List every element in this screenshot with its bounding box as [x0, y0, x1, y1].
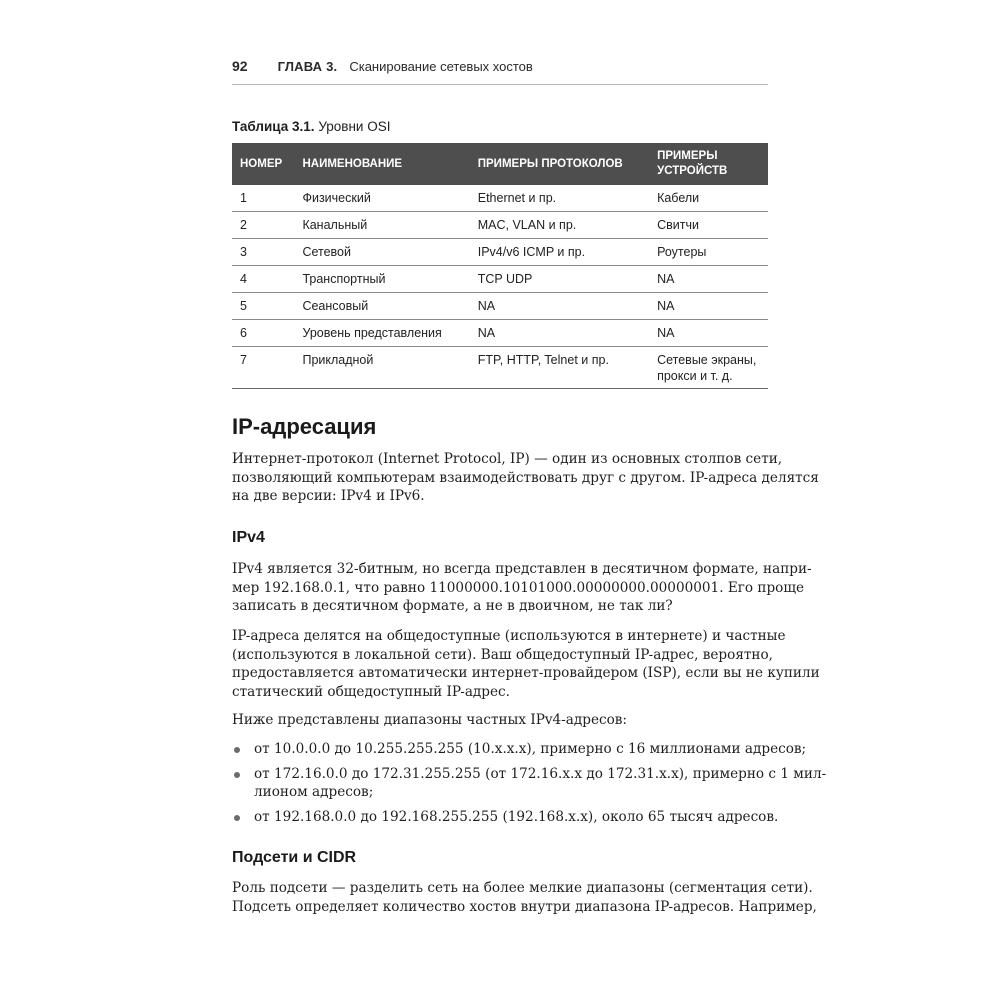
table-row	[232, 347, 768, 389]
table-cell: Сетевые экраны, прокси и т. д.	[649, 347, 768, 389]
text-line: Подсеть определяет количество хостов внутри диапазона IP-адресов. Например,	[232, 898, 817, 915]
column-header: НАИМЕНОВАНИЕ	[294, 143, 469, 185]
ipv4-paragraph-2	[232, 627, 820, 701]
table-cell: Свитчи	[649, 212, 768, 239]
column-header: ПРИМЕРЫ ПРОТОКОЛОВ	[470, 143, 649, 185]
table-cell: NA	[649, 266, 768, 293]
text-line: позволяющий компьютерам взаимодействовать друг с другом. IP-адреса делятся	[232, 469, 819, 486]
table-cell: Физический	[294, 185, 469, 212]
table-cell: Уровень представления	[294, 320, 469, 347]
table-cell: 5	[232, 293, 294, 320]
bullet-icon	[234, 815, 240, 821]
table-cell: 1	[232, 185, 294, 212]
table-cell: Роутеры	[649, 239, 768, 266]
text-line: лионом адресов;	[254, 784, 374, 800]
text-line: мер 192.168.0.1, что равно 11000000.10101000.00000000.00000001. Его проще	[232, 579, 805, 596]
table-row	[232, 320, 768, 347]
chapter-title: Сканирование сетевых хостов	[349, 59, 533, 74]
table-row	[232, 185, 768, 212]
table-row	[232, 239, 768, 266]
table-cell: IPv4/v6 ICMP и пр.	[470, 239, 649, 266]
bullet-icon	[234, 772, 240, 778]
chapter-label: ГЛАВА 3.	[277, 59, 338, 74]
table-header-row	[232, 143, 768, 185]
table-cell: 7	[232, 347, 294, 389]
table-cell: Ethernet и пр.	[470, 185, 649, 212]
table-cell: 2	[232, 212, 294, 239]
table-caption-text: Уровни OSI	[318, 119, 391, 134]
text-line: от 192.168.0.0 до 192.168.255.255 (192.168.x.x), около 65 тысяч адресов.	[254, 808, 779, 825]
table-cell: NA	[649, 320, 768, 347]
list-item	[232, 765, 827, 802]
section-heading: IP-адресация	[232, 414, 377, 439]
table-cell: Канальный	[294, 212, 469, 239]
text-line: IPv4 является 32-битным, но всегда представлен в десятичном формате, напри-	[232, 561, 812, 577]
text-line: Ниже представлены диапазоны частных IPv4-адресов:	[232, 712, 628, 728]
text-line: от 172.16.0.0 до 172.31.255.255 (от 172.16.x.x до 172.31.x.x), примерно с 1 мил-	[254, 765, 827, 782]
table-row	[232, 266, 768, 293]
text-line: записать в десятичном формате, а не в двоичном, не так ли?	[232, 598, 673, 614]
header-divider	[232, 84, 768, 85]
column-header: НОМЕР	[232, 143, 294, 185]
text-line: предоставляется автоматически интернет-провайдером (ISP), если вы не купили	[232, 665, 820, 681]
running-header	[232, 58, 768, 84]
list-item	[232, 740, 807, 759]
intro-paragraph	[232, 450, 819, 506]
text-line: IP-адреса делятся на общедоступные (используются в интернете) и частные	[232, 628, 786, 644]
table-cell: FTP, HTTP, Telnet и пр.	[470, 347, 649, 389]
table-cell: 3	[232, 239, 294, 266]
table-cell: Кабели	[649, 185, 768, 212]
table-cell: MAC, VLAN и пр.	[470, 212, 649, 239]
table-caption	[232, 119, 390, 134]
column-header: ПРИМЕРЫ УСТРОЙСТВ	[649, 143, 768, 185]
table-cell: 4	[232, 266, 294, 293]
bullet-icon	[234, 747, 240, 753]
table-cell: NA	[470, 320, 649, 347]
subsection-heading: Подсети и CIDR	[232, 849, 357, 866]
subnets-paragraph	[232, 879, 817, 916]
text-line: статический общедоступный IP-адрес.	[232, 683, 510, 700]
table-cell: NA	[649, 293, 768, 320]
subsection-heading: IPv4	[232, 529, 265, 546]
text-line: Роль подсети — разделить сеть на более мелкие диапазоны (сегментация сети).	[232, 880, 813, 896]
text-line: (используются в локальной сети). Ваш общедоступный IP-адрес, вероятно,	[232, 646, 773, 663]
table-cell: Прикладной	[294, 347, 469, 389]
table-cell: 6	[232, 320, 294, 347]
table-cell: Сеансовый	[294, 293, 469, 320]
page-number: 92	[232, 58, 248, 74]
table-row	[232, 212, 768, 239]
table-caption-label: Таблица 3.1.	[232, 119, 315, 134]
table-cell: Сетевой	[294, 239, 469, 266]
text-line: от 10.0.0.0 до 10.255.255.255 (10.x.x.x), примерно с 16 миллионами адресов;	[254, 741, 807, 757]
list-item	[232, 808, 779, 827]
table-cell: TCP UDP	[470, 266, 649, 293]
osi-layers-table	[232, 143, 768, 389]
table-row	[232, 293, 768, 320]
private-ranges-list	[232, 740, 827, 826]
ipv4-paragraph-1	[232, 560, 812, 616]
text-line: Интернет-протокол (Internet Protocol, IP) — один из основных столпов сети,	[232, 451, 783, 467]
text-line: на две версии: IPv4 и IPv6.	[232, 488, 425, 504]
ipv4-paragraph-3	[232, 711, 768, 730]
table-cell: Транспортный	[294, 266, 469, 293]
table-cell: NA	[470, 293, 649, 320]
